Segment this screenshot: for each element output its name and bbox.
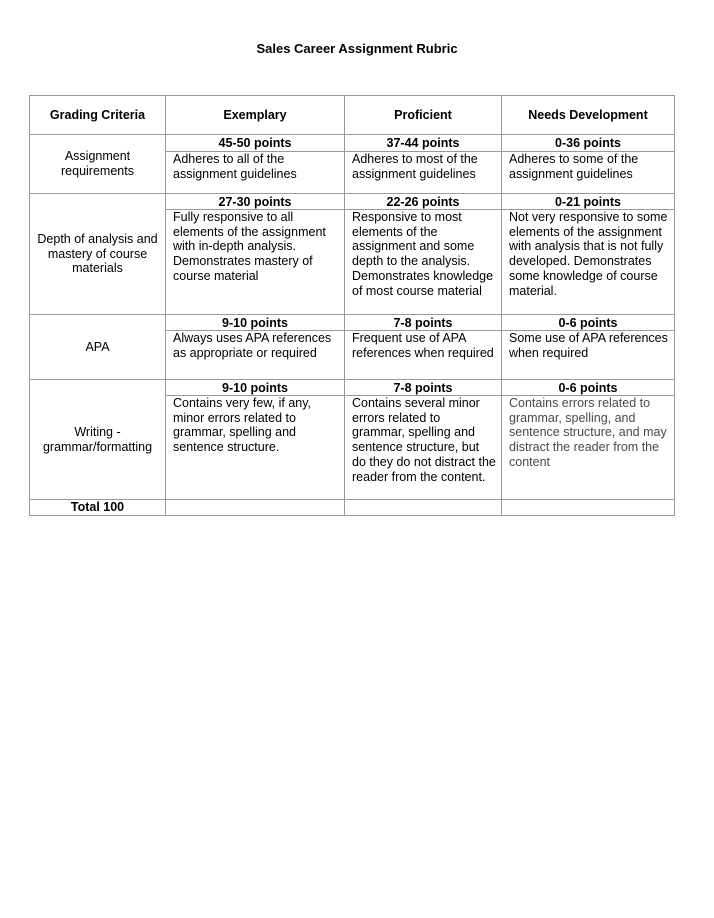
- points-proficient: 22-26 points: [345, 194, 502, 210]
- desc-proficient: Responsive to most elements of the assignment and some depth to the analysis. Demonstrates knowledge of most course material: [345, 210, 502, 315]
- criteria-assignment-requirements: Assignment requirements: [30, 135, 166, 194]
- desc-needs-development: Some use of APA references when required: [502, 331, 675, 380]
- points-exemplary: 9-10 points: [166, 380, 345, 396]
- points-row-writing: [30, 380, 675, 396]
- points-needs-development: 0-36 points: [502, 135, 675, 152]
- total-empty-cell: [345, 500, 502, 516]
- criteria-writing: Writing - grammar/formatting: [30, 380, 166, 500]
- points-exemplary: 45-50 points: [166, 135, 345, 152]
- header-grading-criteria: Grading Criteria: [30, 96, 166, 135]
- points-needs-development: 0-21 points: [502, 194, 675, 210]
- total-label: Total 100: [30, 500, 166, 516]
- desc-exemplary: Always uses APA references as appropriate or required: [166, 331, 345, 380]
- points-proficient: 7-8 points: [345, 380, 502, 396]
- total-empty-cell: [166, 500, 345, 516]
- criteria-depth-of-analysis: Depth of analysis and mastery of course materials: [30, 194, 166, 315]
- desc-needs-development: Not very responsive to some elements of the assignment with analysis that is not fully developed. Demonstrates some knowledge of course material.: [502, 210, 675, 315]
- desc-needs-development: Contains errors related to grammar, spelling, and sentence structure, and may distract the reader from the content: [502, 396, 675, 500]
- desc-exemplary: Adheres to all of the assignment guidelines: [166, 152, 345, 194]
- points-exemplary: 9-10 points: [166, 315, 345, 331]
- points-exemplary: 27-30 points: [166, 194, 345, 210]
- desc-proficient: Frequent use of APA references when required: [345, 331, 502, 380]
- points-proficient: 37-44 points: [345, 135, 502, 152]
- page-title: Sales Career Assignment Rubric: [256, 41, 458, 56]
- points-needs-development: 0-6 points: [502, 315, 675, 331]
- points-needs-development: 0-6 points: [502, 380, 675, 396]
- total-empty-cell: [502, 500, 675, 516]
- criteria-apa: APA: [30, 315, 166, 380]
- rubric-table: [29, 95, 675, 516]
- header-needs-development: Needs Development: [502, 96, 675, 135]
- header-proficient: Proficient: [345, 96, 502, 135]
- header-exemplary: Exemplary: [166, 96, 345, 135]
- desc-needs-development: Adheres to some of the assignment guidelines: [502, 152, 675, 194]
- desc-exemplary: Contains very few, if any, minor errors related to grammar, spelling and sentence structure.: [166, 396, 345, 500]
- desc-proficient: Adheres to most of the assignment guidelines: [345, 152, 502, 194]
- desc-exemplary: Fully responsive to all elements of the assignment with in-depth analysis. Demonstrates mastery of course material: [166, 210, 345, 315]
- total-row: [30, 500, 675, 516]
- points-proficient: 7-8 points: [345, 315, 502, 331]
- points-row-depth-of-analysis: [30, 194, 675, 210]
- points-row-assignment-requirements: [30, 135, 675, 152]
- header-row: [30, 96, 675, 135]
- desc-proficient: Contains several minor errors related to grammar, spelling and sentence structure, but do they do not distract the reader from the content.: [345, 396, 502, 500]
- points-row-apa: [30, 315, 675, 331]
